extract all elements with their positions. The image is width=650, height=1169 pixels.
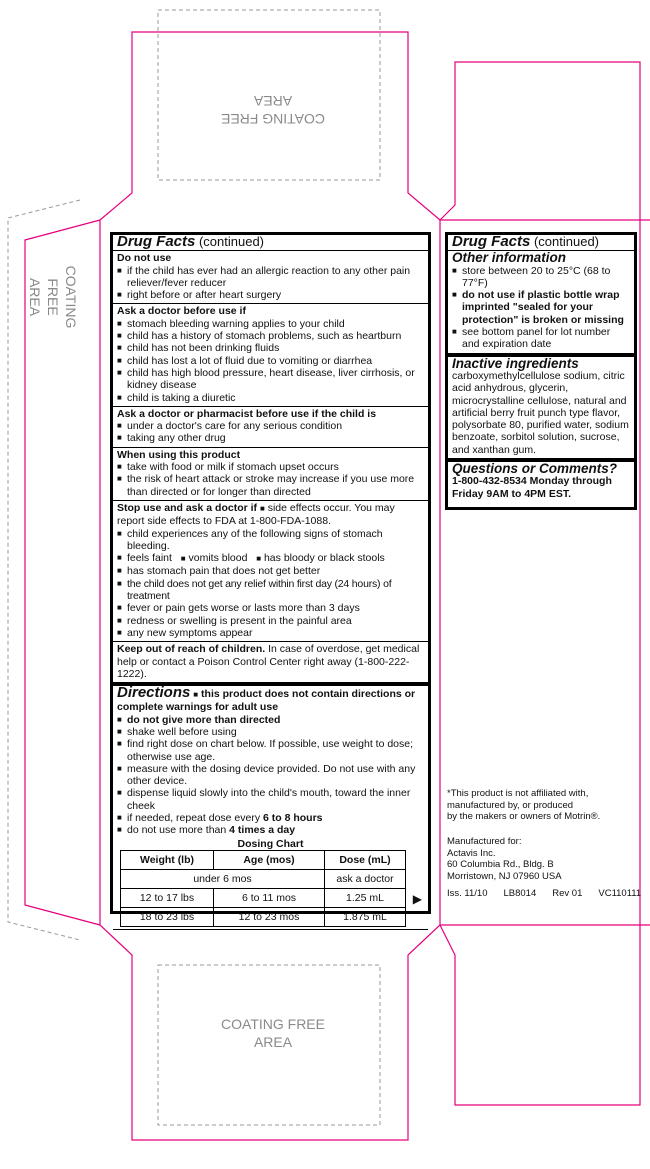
table-row [121, 869, 406, 888]
section-heading: Questions or Comments? [452, 461, 618, 477]
manufacturer-name: Actavis Inc. [447, 847, 496, 859]
list-item: ■ take with food or milk if stomach upset occurs [117, 461, 424, 473]
drug-facts-title [113, 235, 428, 251]
list-item: ■ dispense liquid slowly into the child's mouth, toward the inner cheek [117, 787, 424, 812]
header-dose: Dose (mL) [325, 850, 406, 869]
continue-arrow-icon: ▶ [412, 891, 422, 906]
header-age: Age (mos) [214, 850, 325, 869]
table-cell: 1.25 mL [325, 888, 406, 907]
ask-pharmacist-section [113, 407, 428, 448]
list-item: ■ stomach bleeding warning applies to your child [117, 318, 424, 330]
list-item: ■ the risk of heart attack or stroke may increase if you use more than directed or for longer than directed [117, 473, 424, 498]
directions-intro: Directions ■ this product does not contain directions or complete warnings for adult use [117, 684, 416, 714]
manufacturer-address1: 60 Columbia Rd., Bldg. B [447, 859, 554, 870]
manufacturer-address2: Morristown, NJ 07960 USA [447, 870, 562, 882]
repeat-text: if needed, repeat dose every [127, 812, 264, 825]
list-item: ■ if the child has ever had an allergic reaction to any other pain reliever/fever reducer [117, 265, 424, 290]
footer-codes [447, 888, 641, 899]
section-heading: Do not use [117, 252, 172, 265]
title-continued: (continued) [530, 234, 600, 249]
section-heading: Keep out of reach of children. [117, 643, 266, 656]
drug-facts-title [448, 235, 634, 251]
table-cell: 12 to 17 lbs [121, 888, 214, 907]
table-row [121, 888, 406, 907]
section-heading: When using this product [117, 448, 241, 461]
list-item: ■ has stomach pain that does not get better [117, 565, 424, 577]
manufacturer-block [447, 836, 637, 882]
coating-free-left: COATING FREE AREA [27, 265, 79, 329]
list-item: ■ do not give more than directed [117, 714, 424, 726]
table-header-row [121, 850, 406, 869]
sign-text: vomits blood [188, 552, 248, 565]
do-not-use-section [113, 251, 428, 304]
table-cell: 18 to 23 lbs [121, 907, 214, 926]
list-item [117, 824, 424, 836]
questions-text: 1-800-432-8534 Monday through Friday 9AM to 4PM EST. [452, 475, 612, 500]
section-heading: Ask a doctor before use if [117, 305, 246, 318]
section-heading: Inactive ingredients [452, 355, 579, 371]
max-text: do not use more than [127, 824, 230, 837]
header-weight: Weight (lb) [121, 850, 214, 869]
drug-facts-right-panel [445, 232, 637, 510]
repeat-bold: 6 to 8 hours [263, 812, 323, 825]
dosing-chart-table [120, 850, 406, 927]
table-cell: 1.875 mL [325, 907, 406, 926]
manufacturer-label: Manufactured for: [447, 836, 522, 847]
directions-section [113, 683, 428, 930]
list-item: ■ redness or swelling is present in the painful area [117, 615, 424, 627]
list-item: ■ child is taking a diuretic [117, 392, 424, 404]
list-item: ■ find right dose on chart below. If possible, use weight to dose; otherwise use age. [117, 738, 424, 763]
section-heading: Ask a doctor or pharmacist before use if the child is [117, 407, 377, 420]
list-item: ■ child has high blood pressure, heart disease, liver cirrhosis, or kidney disease [117, 367, 424, 392]
section-heading: Other information [452, 250, 566, 266]
coating-free-top: COATING FREE AREA [221, 93, 325, 127]
list-item [117, 812, 424, 824]
list-item: ■ child has not been drinking fluids [117, 342, 424, 354]
ask-doctor-section [113, 304, 428, 406]
issue-date: Iss. 11/10 [447, 888, 488, 899]
keep-out-text: In case of overdose, get medical help or contact a Poison Control Center right away (1-800-222-1222). [117, 643, 420, 680]
lb-code: LB8014 [503, 888, 537, 899]
list-item: ■ fever or pain gets worse or lasts more than 3 days [117, 602, 424, 614]
sign-text: has bloody or black stools [263, 552, 385, 565]
title-main: Drug Facts [452, 233, 531, 250]
disclaimer: *This product is not affiliated with, manufactured by, or produced by the makers or owners of Motrin®. [447, 788, 601, 822]
bleeding-signs: ■ feels faint ■ vomits blood ■ has bloody or black stools [117, 552, 424, 565]
vc-code: VC110111 [598, 888, 642, 899]
title-main: Drug Facts [117, 233, 196, 250]
list-item: ■ child has lost a lot of fluid due to vomiting or diarrhea [117, 355, 424, 367]
list-item: ■ taking any other drug [117, 432, 424, 444]
list-item: ■ child has a history of stomach problems, such as heartburn [117, 330, 424, 342]
inactive-text: carboxymethylcellulose sodium, citric acid anhydrous, glycerin, microcrystalline cellulose, natural and artificial berry fruit punch type flavor, polysorbate 80, purified water, sodium benzoate, sorbitol solution, sucrose, and xanthan gum. [452, 369, 629, 456]
other-info-section [448, 251, 634, 353]
list-item: ■ right before or after heart surgery [117, 289, 424, 301]
dosing-chart-title: Dosing Chart [237, 837, 304, 850]
max-bold: 4 times a day [229, 824, 296, 837]
stop-use-intro-text: side effects occur. You may report side effects to FDA at 1-800-FDA-1088. [117, 501, 395, 528]
table-cell: 6 to 11 mos [214, 888, 325, 907]
revision: Rev 01 [552, 888, 583, 899]
directions-intro-text: this product does not contain directions or complete warnings for adult use [117, 688, 416, 714]
coating-free-bottom: COATING FREE AREA [221, 1016, 325, 1050]
list-item: ■ under a doctor's care for any serious condition [117, 420, 424, 432]
list-item: ■ do not use if plastic bottle wrap imprinted "sealed for your protection" is broken or missing [452, 289, 630, 326]
keep-out-section [113, 642, 428, 683]
section-heading: Stop use and ask a doctor if [117, 501, 258, 514]
table-cell: under 6 mos [121, 869, 325, 888]
list-item: ■ measure with the dosing device provided. Do not use with any other device. [117, 763, 424, 788]
list-item: ■ child experiences any of the following signs of stomach bleeding. [117, 528, 424, 553]
title-continued: (continued) [195, 234, 265, 249]
stop-use-intro: Stop use and ask a doctor if ■ side effects occur. You may report side effects to FDA at 1-800-FDA-1088. [117, 501, 395, 528]
directions-heading: Directions [117, 684, 191, 702]
table-row [121, 907, 406, 926]
drug-facts-left-panel [110, 232, 431, 923]
list-item: ■ store between 20 to 25°C (68 to 77°F) [452, 265, 630, 290]
when-using-section [113, 448, 428, 501]
list-item: ■ any new symptoms appear [117, 627, 424, 639]
list-item: ■ see bottom panel for lot number and expiration date [452, 326, 630, 351]
list-item: ■ the child does not get any relief within first day (24 hours) of treatment [117, 578, 424, 603]
table-cell: ask a doctor [325, 869, 406, 888]
sign-text: feels faint [127, 552, 172, 565]
stop-use-section [113, 501, 428, 642]
inactive-section [448, 354, 634, 459]
list-item: ■ shake well before using [117, 726, 424, 738]
table-cell: 12 to 23 mos [214, 907, 325, 926]
questions-section [448, 459, 634, 502]
